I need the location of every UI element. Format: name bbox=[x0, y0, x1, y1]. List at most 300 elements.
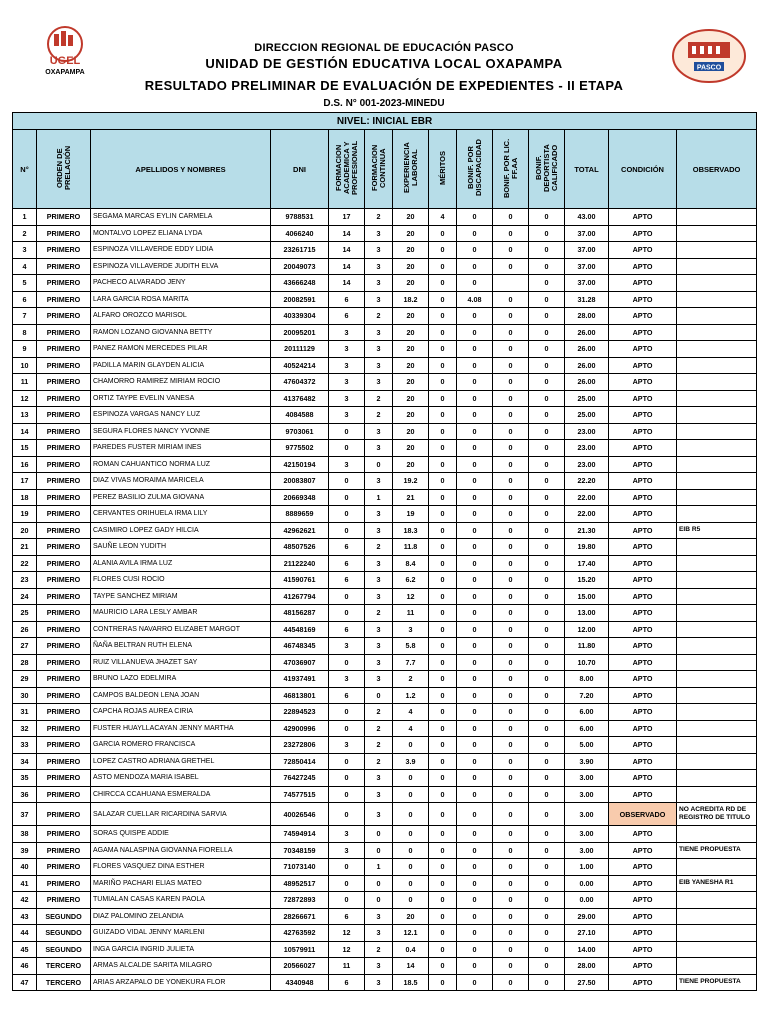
cell-condicion: APTO bbox=[609, 489, 677, 506]
cell-bonif-ffaa: 0 bbox=[493, 605, 529, 622]
cell-bonif-discapacidad: 0 bbox=[457, 357, 493, 374]
cell-formacion-academica: 0 bbox=[329, 506, 365, 523]
cell-dni: 42763592 bbox=[271, 925, 329, 942]
cell-bonif-ffaa: 0 bbox=[493, 671, 529, 688]
cell-experiencia: 19.2 bbox=[393, 473, 429, 490]
cell-experiencia: 1.2 bbox=[393, 687, 429, 704]
cell-condicion: APTO bbox=[609, 941, 677, 958]
cell-number: 33 bbox=[13, 737, 37, 754]
cell-dni: 4340948 bbox=[271, 974, 329, 991]
cell-bonif-discapacidad: 0 bbox=[457, 605, 493, 622]
cell-formacion-academica: 6 bbox=[329, 621, 365, 638]
cell-number: 45 bbox=[13, 941, 37, 958]
cell-meritos: 0 bbox=[429, 892, 457, 909]
cell-experiencia: 20 bbox=[393, 390, 429, 407]
cell-bonif-ffaa: 0 bbox=[493, 341, 529, 358]
cell-formacion-academica: 3 bbox=[329, 374, 365, 391]
cell-formacion-academica: 0 bbox=[329, 654, 365, 671]
cell-number: 9 bbox=[13, 341, 37, 358]
cell-total: 15.00 bbox=[565, 588, 609, 605]
cell-experiencia: 11 bbox=[393, 605, 429, 622]
cell-orden: PRIMERO bbox=[37, 308, 91, 325]
cell-number: 22 bbox=[13, 555, 37, 572]
cell-bonif-discapacidad: 0 bbox=[457, 440, 493, 457]
cell-bonif-discapacidad: 0 bbox=[457, 687, 493, 704]
cell-total: 0.00 bbox=[565, 892, 609, 909]
table-row bbox=[13, 489, 757, 506]
cell-bonif-discapacidad: 0 bbox=[457, 671, 493, 688]
cell-number: 13 bbox=[13, 407, 37, 424]
cell-condicion: APTO bbox=[609, 423, 677, 440]
cell-meritos: 0 bbox=[429, 522, 457, 539]
cell-formacion-academica: 17 bbox=[329, 209, 365, 226]
cell-dni: 9775502 bbox=[271, 440, 329, 457]
cell-experiencia: 18.5 bbox=[393, 974, 429, 991]
cell-bonif-discapacidad: 0 bbox=[457, 572, 493, 589]
cell-observado: NO ACREDITA RD DE REGISTRO DE TITULO bbox=[677, 803, 757, 826]
cell-total: 28.00 bbox=[565, 308, 609, 325]
cell-total: 37.00 bbox=[565, 225, 609, 242]
cell-total: 23.00 bbox=[565, 440, 609, 457]
cell-formacion-academica: 0 bbox=[329, 605, 365, 622]
cell-orden: PRIMERO bbox=[37, 258, 91, 275]
cell-bonif-discapacidad: 0 bbox=[457, 407, 493, 424]
table-row bbox=[13, 859, 757, 876]
cell-formacion-academica: 3 bbox=[329, 407, 365, 424]
cell-formacion-continua: 3 bbox=[365, 555, 393, 572]
cell-observado: TIENE PROPUESTA bbox=[677, 842, 757, 859]
header-line-1: DIRECCION REGIONAL DE EDUCACIÓN PASCO bbox=[254, 42, 514, 54]
cell-number: 19 bbox=[13, 506, 37, 523]
cell-formacion-continua: 2 bbox=[365, 720, 393, 737]
cell-meritos: 0 bbox=[429, 803, 457, 826]
cell-bonif-discapacidad: 0 bbox=[457, 506, 493, 523]
cell-orden: PRIMERO bbox=[37, 357, 91, 374]
cell-formacion-continua: 3 bbox=[365, 925, 393, 942]
cell-orden: PRIMERO bbox=[37, 209, 91, 226]
table-row bbox=[13, 572, 757, 589]
cell-total: 11.80 bbox=[565, 638, 609, 655]
cell-bonif-ffaa: 0 bbox=[493, 753, 529, 770]
cell-bonif-discapacidad: 0 bbox=[457, 720, 493, 737]
cell-experiencia: 0 bbox=[393, 737, 429, 754]
cell-observado bbox=[677, 859, 757, 876]
cell-number: 24 bbox=[13, 588, 37, 605]
cell-formacion-academica: 6 bbox=[329, 555, 365, 572]
cell-orden: SEGUNDO bbox=[37, 908, 91, 925]
cell-nombres: FUSTER HUAYLLACAYAN JENNY MARTHA bbox=[91, 720, 271, 737]
cell-condicion: APTO bbox=[609, 892, 677, 909]
cell-experiencia: 20 bbox=[393, 225, 429, 242]
cell-formacion-continua: 3 bbox=[365, 803, 393, 826]
cell-condicion: APTO bbox=[609, 786, 677, 803]
cell-dni: 4084588 bbox=[271, 407, 329, 424]
cell-condicion: APTO bbox=[609, 974, 677, 991]
cell-experiencia: 0.4 bbox=[393, 941, 429, 958]
cell-orden: PRIMERO bbox=[37, 407, 91, 424]
cell-dni: 21122240 bbox=[271, 555, 329, 572]
cell-orden: PRIMERO bbox=[37, 473, 91, 490]
cell-dni: 71073140 bbox=[271, 859, 329, 876]
cell-orden: PRIMERO bbox=[37, 374, 91, 391]
cell-nombres: PAREDES FUSTER MIRIAM INES bbox=[91, 440, 271, 457]
cell-nombres: CASIMIRO LOPEZ GADY HILCIA bbox=[91, 522, 271, 539]
cell-total: 26.00 bbox=[565, 374, 609, 391]
cell-meritos: 0 bbox=[429, 357, 457, 374]
cell-formacion-continua: 2 bbox=[365, 941, 393, 958]
cell-meritos: 0 bbox=[429, 308, 457, 325]
cell-dni: 76427245 bbox=[271, 770, 329, 787]
cell-total: 31.28 bbox=[565, 291, 609, 308]
cell-bonif-ffaa: 0 bbox=[493, 522, 529, 539]
cell-bonif-deportista: 0 bbox=[529, 407, 565, 424]
cell-nombres: INGA GARCIA INGRID JULIETA bbox=[91, 941, 271, 958]
cell-number: 25 bbox=[13, 605, 37, 622]
col-bonif-ffaa: BONIF. POR LIC. FF.AA bbox=[493, 130, 529, 209]
cell-number: 17 bbox=[13, 473, 37, 490]
cell-observado bbox=[677, 423, 757, 440]
cell-condicion: APTO bbox=[609, 958, 677, 975]
cell-formacion-academica: 14 bbox=[329, 225, 365, 242]
cell-experiencia: 20 bbox=[393, 440, 429, 457]
cell-orden: PRIMERO bbox=[37, 621, 91, 638]
cell-nombres: SAUÑE LEON YUDITH bbox=[91, 539, 271, 556]
cell-number: 7 bbox=[13, 308, 37, 325]
cell-bonif-deportista: 0 bbox=[529, 892, 565, 909]
cell-experiencia: 20 bbox=[393, 324, 429, 341]
cell-total: 21.30 bbox=[565, 522, 609, 539]
cell-orden: SEGUNDO bbox=[37, 941, 91, 958]
col-formacion-academica: FORMACION ACADEMICA Y PROFESIONAL bbox=[329, 130, 365, 209]
table-row bbox=[13, 770, 757, 787]
cell-observado bbox=[677, 225, 757, 242]
cell-bonif-ffaa: 0 bbox=[493, 704, 529, 721]
cell-bonif-ffaa: 0 bbox=[493, 941, 529, 958]
cell-bonif-deportista: 0 bbox=[529, 225, 565, 242]
cell-total: 15.20 bbox=[565, 572, 609, 589]
cell-formacion-continua: 2 bbox=[365, 308, 393, 325]
cell-total: 27.10 bbox=[565, 925, 609, 942]
cell-dni: 72850414 bbox=[271, 753, 329, 770]
cell-formacion-continua: 3 bbox=[365, 506, 393, 523]
cell-number: 12 bbox=[13, 390, 37, 407]
table-row bbox=[13, 638, 757, 655]
cell-bonif-deportista: 0 bbox=[529, 770, 565, 787]
cell-total: 29.00 bbox=[565, 908, 609, 925]
cell-formacion-academica: 12 bbox=[329, 925, 365, 942]
cell-meritos: 0 bbox=[429, 390, 457, 407]
cell-observado bbox=[677, 770, 757, 787]
cell-dni: 23272806 bbox=[271, 737, 329, 754]
cell-formacion-continua: 3 bbox=[365, 440, 393, 457]
cell-meritos: 0 bbox=[429, 654, 457, 671]
cell-observado bbox=[677, 456, 757, 473]
cell-formacion-continua: 3 bbox=[365, 225, 393, 242]
cell-dni: 10579911 bbox=[271, 941, 329, 958]
cell-condicion: APTO bbox=[609, 291, 677, 308]
cell-bonif-discapacidad: 0 bbox=[457, 753, 493, 770]
cell-condicion: APTO bbox=[609, 753, 677, 770]
cell-number: 3 bbox=[13, 242, 37, 259]
cell-observado bbox=[677, 786, 757, 803]
cell-bonif-ffaa: 0 bbox=[493, 324, 529, 341]
cell-nombres: SEGAMA MARCAS EYLIN CARMELA bbox=[91, 209, 271, 226]
cell-number: 40 bbox=[13, 859, 37, 876]
cell-observado bbox=[677, 925, 757, 942]
table-row bbox=[13, 704, 757, 721]
cell-bonif-ffaa: 0 bbox=[493, 958, 529, 975]
cell-meritos: 0 bbox=[429, 786, 457, 803]
cell-number: 44 bbox=[13, 925, 37, 942]
cell-formacion-academica: 6 bbox=[329, 687, 365, 704]
cell-experiencia: 8.4 bbox=[393, 555, 429, 572]
cell-bonif-ffaa: 0 bbox=[493, 908, 529, 925]
cell-bonif-discapacidad: 0 bbox=[457, 308, 493, 325]
cell-condicion: APTO bbox=[609, 621, 677, 638]
cell-condicion: APTO bbox=[609, 908, 677, 925]
cell-meritos: 0 bbox=[429, 275, 457, 292]
cell-formacion-continua: 0 bbox=[365, 826, 393, 843]
cell-number: 27 bbox=[13, 638, 37, 655]
cell-experiencia: 0 bbox=[393, 770, 429, 787]
cell-condicion: APTO bbox=[609, 539, 677, 556]
cell-orden: PRIMERO bbox=[37, 842, 91, 859]
cell-bonif-deportista: 0 bbox=[529, 720, 565, 737]
cell-bonif-discapacidad: 0 bbox=[457, 737, 493, 754]
cell-bonif-discapacidad: 0 bbox=[457, 925, 493, 942]
cell-experiencia: 21 bbox=[393, 489, 429, 506]
cell-total: 3.00 bbox=[565, 803, 609, 826]
cell-orden: PRIMERO bbox=[37, 440, 91, 457]
cell-formacion-academica: 0 bbox=[329, 875, 365, 892]
cell-bonif-deportista: 0 bbox=[529, 242, 565, 259]
table-row bbox=[13, 875, 757, 892]
cell-bonif-discapacidad: 0 bbox=[457, 892, 493, 909]
cell-meritos: 0 bbox=[429, 456, 457, 473]
cell-bonif-ffaa: 0 bbox=[493, 737, 529, 754]
cell-formacion-academica: 3 bbox=[329, 390, 365, 407]
cell-formacion-academica: 0 bbox=[329, 859, 365, 876]
cell-formacion-academica: 14 bbox=[329, 275, 365, 292]
cell-formacion-academica: 0 bbox=[329, 423, 365, 440]
cell-nombres: ESPINOZA VILLAVERDE EDDY LIDIA bbox=[91, 242, 271, 259]
cell-bonif-deportista: 0 bbox=[529, 423, 565, 440]
cell-total: 37.00 bbox=[565, 242, 609, 259]
cell-experiencia: 20 bbox=[393, 357, 429, 374]
cell-nombres: PANEZ RAMON MERCEDES PILAR bbox=[91, 341, 271, 358]
cell-bonif-deportista: 0 bbox=[529, 275, 565, 292]
table-row bbox=[13, 324, 757, 341]
cell-condicion: APTO bbox=[609, 720, 677, 737]
table-row bbox=[13, 605, 757, 622]
cell-nombres: ARMAS ALCALDE SARITA MILAGRO bbox=[91, 958, 271, 975]
cell-formacion-academica: 6 bbox=[329, 308, 365, 325]
cell-dni: 74594914 bbox=[271, 826, 329, 843]
table-row bbox=[13, 407, 757, 424]
cell-formacion-continua: 3 bbox=[365, 242, 393, 259]
cell-observado bbox=[677, 753, 757, 770]
cell-observado bbox=[677, 308, 757, 325]
cell-bonif-discapacidad: 0 bbox=[457, 875, 493, 892]
cell-condicion: APTO bbox=[609, 440, 677, 457]
cell-bonif-deportista: 0 bbox=[529, 687, 565, 704]
cell-number: 29 bbox=[13, 671, 37, 688]
cell-bonif-discapacidad: 0 bbox=[457, 489, 493, 506]
cell-observado bbox=[677, 489, 757, 506]
cell-bonif-discapacidad: 0 bbox=[457, 654, 493, 671]
cell-dni: 41376482 bbox=[271, 390, 329, 407]
cell-bonif-discapacidad: 0 bbox=[457, 258, 493, 275]
cell-meritos: 0 bbox=[429, 440, 457, 457]
cell-total: 22.00 bbox=[565, 489, 609, 506]
cell-bonif-ffaa: 0 bbox=[493, 258, 529, 275]
cell-number: 15 bbox=[13, 440, 37, 457]
cell-total: 1.00 bbox=[565, 859, 609, 876]
table-row bbox=[13, 687, 757, 704]
cell-number: 39 bbox=[13, 842, 37, 859]
cell-formacion-continua: 3 bbox=[365, 908, 393, 925]
cell-formacion-academica: 3 bbox=[329, 826, 365, 843]
cell-observado bbox=[677, 407, 757, 424]
cell-meritos: 0 bbox=[429, 341, 457, 358]
cell-observado bbox=[677, 720, 757, 737]
cell-observado bbox=[677, 892, 757, 909]
cell-formacion-continua: 2 bbox=[365, 753, 393, 770]
cell-observado bbox=[677, 390, 757, 407]
table-row bbox=[13, 522, 757, 539]
cell-bonif-deportista: 0 bbox=[529, 638, 565, 655]
table-row bbox=[13, 654, 757, 671]
cell-bonif-ffaa: 0 bbox=[493, 572, 529, 589]
cell-formacion-continua: 2 bbox=[365, 407, 393, 424]
cell-formacion-continua: 0 bbox=[365, 687, 393, 704]
cell-number: 8 bbox=[13, 324, 37, 341]
cell-total: 3.00 bbox=[565, 842, 609, 859]
cell-bonif-ffaa: 0 bbox=[493, 489, 529, 506]
cell-total: 19.80 bbox=[565, 539, 609, 556]
cell-observado bbox=[677, 506, 757, 523]
cell-formacion-continua: 3 bbox=[365, 341, 393, 358]
table-row bbox=[13, 506, 757, 523]
cell-experiencia: 0 bbox=[393, 842, 429, 859]
cell-experiencia: 18.3 bbox=[393, 522, 429, 539]
cell-bonif-discapacidad: 0 bbox=[457, 842, 493, 859]
cell-dni: 20566027 bbox=[271, 958, 329, 975]
table-row bbox=[13, 473, 757, 490]
table-row bbox=[13, 242, 757, 259]
cell-nombres: PACHECO ALVARADO JENY bbox=[91, 275, 271, 292]
cell-nombres: ÑAÑA BELTRAN RUTH ELENA bbox=[91, 638, 271, 655]
cell-dni: 40026546 bbox=[271, 803, 329, 826]
cell-meritos: 0 bbox=[429, 324, 457, 341]
col-condicion: CONDICIÓN bbox=[609, 130, 677, 209]
cell-bonif-discapacidad: 0 bbox=[457, 390, 493, 407]
cell-condicion: APTO bbox=[609, 341, 677, 358]
cell-bonif-deportista: 0 bbox=[529, 908, 565, 925]
cell-orden: PRIMERO bbox=[37, 753, 91, 770]
cell-bonif-ffaa: 0 bbox=[493, 720, 529, 737]
cell-bonif-deportista: 0 bbox=[529, 958, 565, 975]
cell-formacion-continua: 3 bbox=[365, 423, 393, 440]
cell-bonif-deportista: 0 bbox=[529, 704, 565, 721]
cell-nombres: SEGURA FLORES NANCY YVONNE bbox=[91, 423, 271, 440]
cell-bonif-deportista: 0 bbox=[529, 859, 565, 876]
cell-meritos: 0 bbox=[429, 859, 457, 876]
cell-dni: 20049073 bbox=[271, 258, 329, 275]
cell-number: 26 bbox=[13, 621, 37, 638]
cell-dni: 42962621 bbox=[271, 522, 329, 539]
cell-formacion-continua: 3 bbox=[365, 638, 393, 655]
cell-bonif-deportista: 0 bbox=[529, 291, 565, 308]
cell-number: 5 bbox=[13, 275, 37, 292]
cell-observado bbox=[677, 275, 757, 292]
cell-condicion: APTO bbox=[609, 225, 677, 242]
cell-bonif-ffaa: 0 bbox=[493, 588, 529, 605]
cell-nombres: ALFARO OROZCO MARISOL bbox=[91, 308, 271, 325]
document-title: RESULTADO PRELIMINAR DE EVALUACIÓN DE EXPEDIENTES - II ETAPA bbox=[144, 78, 624, 93]
cell-number: 4 bbox=[13, 258, 37, 275]
cell-nombres: CERVANTES ORIHUELA IRMA LILY bbox=[91, 506, 271, 523]
cell-bonif-ffaa: 0 bbox=[493, 209, 529, 226]
cell-number: 38 bbox=[13, 826, 37, 843]
cell-bonif-discapacidad: 0 bbox=[457, 704, 493, 721]
cell-meritos: 0 bbox=[429, 473, 457, 490]
cell-formacion-continua: 2 bbox=[365, 704, 393, 721]
table-row bbox=[13, 275, 757, 292]
cell-formacion-academica: 3 bbox=[329, 341, 365, 358]
cell-nombres: RAMON LOZANO GIOVANNA BETTY bbox=[91, 324, 271, 341]
cell-bonif-ffaa: 0 bbox=[493, 974, 529, 991]
cell-number: 37 bbox=[13, 803, 37, 826]
cell-experiencia: 12 bbox=[393, 588, 429, 605]
cell-bonif-deportista: 0 bbox=[529, 786, 565, 803]
cell-total: 6.00 bbox=[565, 704, 609, 721]
cell-bonif-deportista: 0 bbox=[529, 456, 565, 473]
cell-bonif-discapacidad: 0 bbox=[457, 826, 493, 843]
cell-nombres: ESPINOZA VILLAVERDE JUDITH ELVA bbox=[91, 258, 271, 275]
cell-orden: PRIMERO bbox=[37, 720, 91, 737]
cell-observado bbox=[677, 572, 757, 589]
cell-orden: PRIMERO bbox=[37, 875, 91, 892]
cell-bonif-discapacidad: 0 bbox=[457, 588, 493, 605]
cell-experiencia: 0 bbox=[393, 859, 429, 876]
cell-bonif-ffaa: 0 bbox=[493, 440, 529, 457]
cell-observado bbox=[677, 258, 757, 275]
cell-condicion: APTO bbox=[609, 770, 677, 787]
cell-bonif-ffaa: 0 bbox=[493, 390, 529, 407]
cell-orden: PRIMERO bbox=[37, 588, 91, 605]
cell-bonif-deportista: 0 bbox=[529, 209, 565, 226]
cell-formacion-academica: 3 bbox=[329, 671, 365, 688]
cell-formacion-academica: 0 bbox=[329, 588, 365, 605]
cell-nombres: LOPEZ CASTRO ADRIANA GRETHEL bbox=[91, 753, 271, 770]
cell-condicion: APTO bbox=[609, 407, 677, 424]
cell-meritos: 0 bbox=[429, 908, 457, 925]
cell-bonif-deportista: 0 bbox=[529, 308, 565, 325]
cell-formacion-academica: 14 bbox=[329, 242, 365, 259]
cell-bonif-deportista: 0 bbox=[529, 737, 565, 754]
cell-bonif-ffaa: 0 bbox=[493, 225, 529, 242]
cell-dni: 41590761 bbox=[271, 572, 329, 589]
cell-experiencia: 7.7 bbox=[393, 654, 429, 671]
svg-text:UGEL: UGEL bbox=[49, 55, 81, 67]
cell-formacion-academica: 0 bbox=[329, 522, 365, 539]
cell-bonif-deportista: 0 bbox=[529, 374, 565, 391]
cell-bonif-ffaa: 0 bbox=[493, 473, 529, 490]
cell-meritos: 0 bbox=[429, 753, 457, 770]
cell-formacion-continua: 3 bbox=[365, 473, 393, 490]
cell-bonif-ffaa: 0 bbox=[493, 826, 529, 843]
